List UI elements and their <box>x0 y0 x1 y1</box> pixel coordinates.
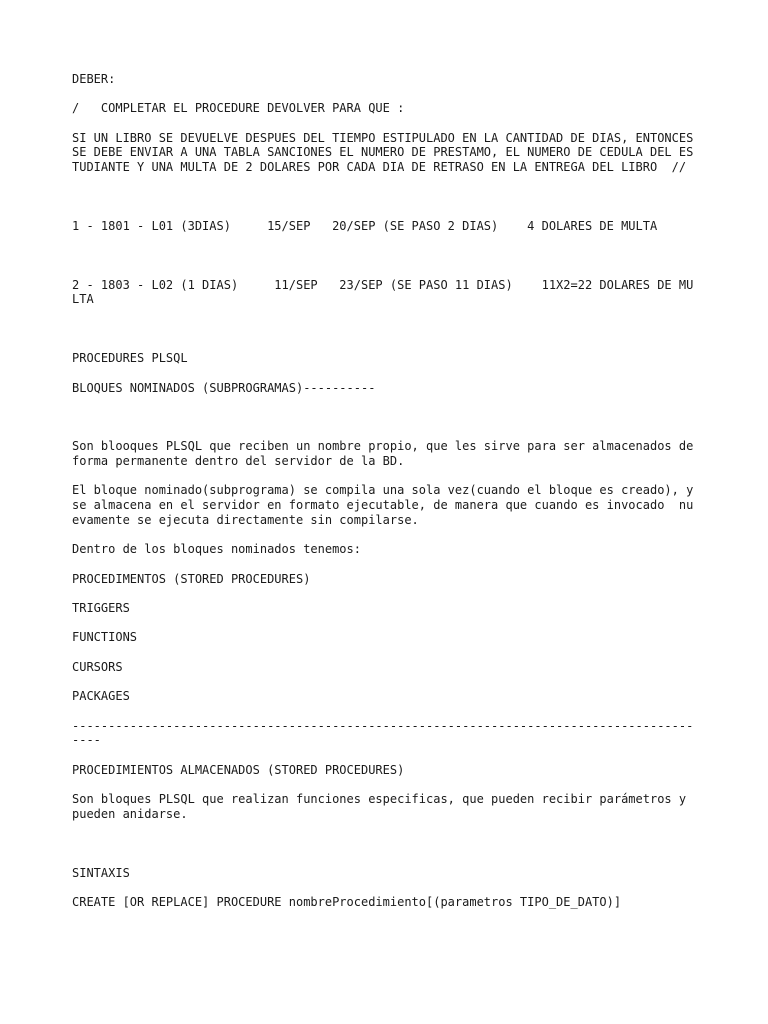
spacer <box>72 190 700 205</box>
spacer <box>72 322 700 337</box>
paragraph-stored-procedures: Son bloques PLSQL que realizan funciones especificas, que pueden recibir parámetros y pueden anidarse. <box>72 792 694 821</box>
list-item-cursors: CURSORS <box>72 659 123 674</box>
spacer <box>72 204 700 219</box>
paragraph-list-intro: Dentro de los bloques nominados tenemos: <box>72 542 361 557</box>
spacer <box>72 851 700 866</box>
paragraph-definition: Son blooques PLSQL que reciben un nombre propio, que les sirve para ser almacenados de forma permanente dentro del servidor de la BD. <box>72 439 701 469</box>
spacer <box>72 263 700 278</box>
spacer <box>72 248 700 263</box>
section-title-stored-procedures: PROCEDIMIENTOS ALMACENADOS (STORED PROCEDURES) <box>72 762 405 777</box>
spacer <box>72 425 700 440</box>
document-page <box>72 72 700 924</box>
list-item-packages: PACKAGES <box>72 689 130 704</box>
section-title-bloques: BLOQUES NOMINADOS (SUBPROGRAMAS)---------- <box>72 380 376 395</box>
list-item-procedimientos: PROCEDIMENTOS (STORED PROCEDURES) <box>72 571 311 586</box>
section-title-procedures: PROCEDURES PLSQL <box>72 351 188 366</box>
section-title-sintaxis: SINTAXIS <box>72 865 130 880</box>
spacer <box>72 337 700 352</box>
task-instruction: / COMPLETAR EL PROCEDURE DEVOLVER PARA QUE : <box>72 101 405 116</box>
spacer <box>72 410 700 425</box>
task-description: SI UN LIBRO SE DEVUELVE DESPUES DEL TIEMPO ESTIPULADO EN LA CANTIDAD DE DIAS, ENTONCES SE DEBE ENVIAR A UNA TABLA SANCIONES EL NUMERO DE PRESTAMO, EL NUMERO DE CEDULA DEL ESTUDIANTE Y UNA MULTA DE 2 DOLARES POR CADA DIA DE RETRASO EN LA ENTREGA DEL LIBRO // <box>72 130 701 175</box>
list-item-functions: FUNCTIONS <box>72 630 138 645</box>
paragraph-compilation: El bloque nominado(subprograma) se compila una sola vez(cuando el bloque es creado), y se almacena en el servidor en formato ejecutable, de manera que cuando es invocado nuevamente se ejecuta directamente sin compilarse. <box>72 483 701 527</box>
list-item-triggers: TRIGGERS <box>72 601 130 616</box>
separator-line: ------------------------------------------------------------------------------------------ <box>72 718 694 748</box>
example-line-2: 2 - 1803 - L02 (1 DIAS) 11/SEP 23/SEP (SE PASO 11 DIAS) 11X2=22 DOLARES DE MULTA <box>72 277 694 307</box>
spacer <box>72 836 700 851</box>
heading-deber: DEBER: <box>72 72 116 86</box>
syntax-line: CREATE [OR REPLACE] PROCEDURE nombreProcedimiento[(parametros TIPO_DE_DATO)] <box>72 894 622 909</box>
example-line-1: 1 - 1801 - L01 (3DIAS) 15/SEP 20/SEP (SE PASO 2 DIAS) 4 DOLARES DE MULTA <box>72 218 658 233</box>
